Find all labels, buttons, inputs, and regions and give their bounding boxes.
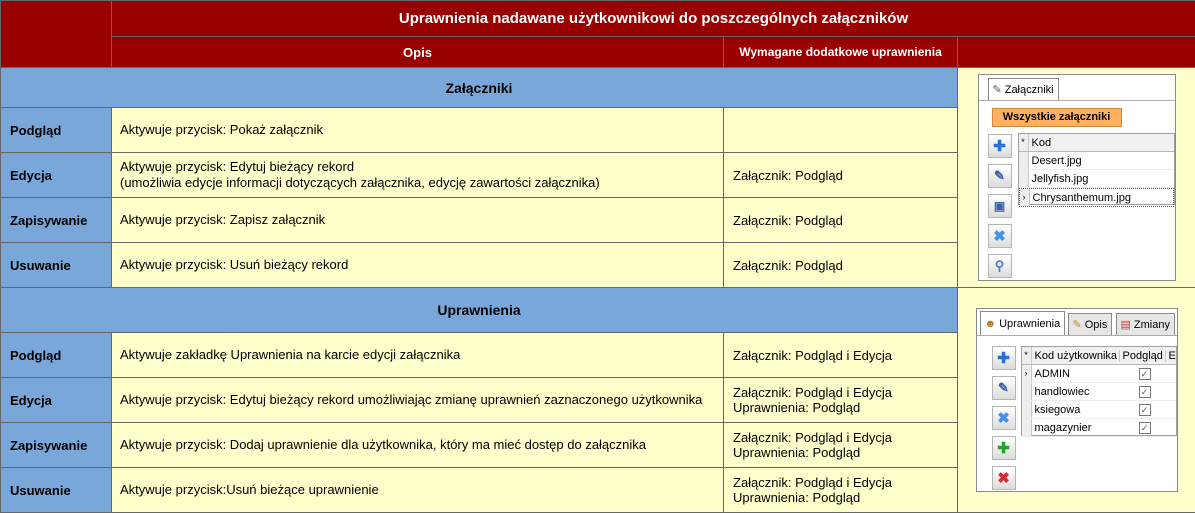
add-icon[interactable]: ✚ — [992, 346, 1016, 370]
attachments-panel — [978, 74, 1176, 281]
users-icon: ☻ — [984, 317, 997, 330]
permissions-grid — [1021, 346, 1177, 436]
grid-header: * Kod użytkownika Podgląd E — [1022, 347, 1176, 365]
perm-req: Załącznik: Podgląd i Edycja Uprawnienia: Podgląd — [724, 423, 958, 468]
table-row[interactable]: › ADMIN ✓ — [1022, 365, 1176, 383]
permissions-panel — [976, 308, 1178, 492]
tab-changes[interactable]: ▤ Zmiany — [1116, 313, 1175, 335]
perm-label: Zapisywanie — [1, 423, 112, 468]
tab-description[interactable]: ✎ Opis — [1068, 313, 1113, 335]
perm-desc: Aktywuje przycisk:Usuń bieżące uprawnienie — [112, 468, 724, 513]
perm-req: Załącznik: Podgląd — [724, 198, 958, 243]
perm-req — [724, 108, 958, 153]
perm-desc: Aktywuje przycisk: Edytuj bieżący rekord (umożliwia edycje informacji dotyczących załącznika, edycję zawartości załącznika) — [112, 153, 724, 198]
save-icon[interactable]: ▣ — [988, 194, 1012, 218]
perm-label: Zapisywanie — [1, 198, 112, 243]
table-row[interactable]: › Chrysanthemum.jpg — [1019, 188, 1174, 207]
perm-label: Podgląd — [1, 108, 112, 153]
pencil-icon: ✎ — [1072, 319, 1082, 331]
perm-desc: Aktywuje przycisk: Pokaż załącznik — [112, 108, 724, 153]
table-row[interactable]: ksiegowa ✓ — [1022, 401, 1176, 419]
grid-header: * Kod — [1019, 134, 1174, 152]
perm-req: Załącznik: Podgląd i Edycja Uprawnienia: Podgląd — [724, 468, 958, 513]
table-row[interactable]: magazynier ✓ — [1022, 419, 1176, 437]
cancel-icon[interactable]: ✖ — [992, 406, 1016, 430]
column-header-req: Wymagane dodatkowe uprawnienia — [724, 37, 958, 68]
row-pointer-icon: › — [1022, 365, 1032, 382]
table-row[interactable]: Desert.jpg — [1019, 152, 1174, 170]
perm-req: Załącznik: Podgląd — [724, 243, 958, 288]
perm-req: Załącznik: Podgląd i Edycja — [724, 333, 958, 378]
row-pointer-icon: › — [1020, 189, 1030, 206]
perm-req: Załącznik: Podgląd i Edycja Uprawnienia: Podgląd — [724, 378, 958, 423]
perm-desc: Aktywuje zakładkę Uprawnienia na karcie edycji załącznika — [112, 333, 724, 378]
header-blank — [1, 1, 112, 68]
perm-label: Podgląd — [1, 333, 112, 378]
perm-desc: Aktywuje przycisk: Dodaj uprawnienie dla użytkownika, który ma mieć dostęp do załącznika — [112, 423, 724, 468]
view-checkbox[interactable]: ✓ — [1139, 422, 1151, 434]
table-row[interactable]: handlowiec ✓ — [1022, 383, 1176, 401]
attachments-grid — [1018, 133, 1175, 205]
edit-icon[interactable]: ✎ — [988, 164, 1012, 188]
add-icon[interactable]: ✚ — [988, 134, 1012, 158]
all-attachments-button[interactable]: Wszystkie załączniki — [992, 108, 1122, 127]
view-checkbox[interactable]: ✓ — [1139, 386, 1151, 398]
perm-desc: Aktywuje przycisk: Zapisz załącznik — [112, 198, 724, 243]
permissions-screenshot-cell — [958, 288, 1195, 513]
tab-permissions[interactable]: ☻ Uprawnienia — [980, 311, 1066, 335]
perm-label: Usuwanie — [1, 243, 112, 288]
delete-red-icon[interactable]: ✖ — [992, 466, 1016, 490]
perm-req: Załącznik: Podgląd — [724, 153, 958, 198]
preview-icon[interactable]: ⚲ — [988, 254, 1012, 278]
perm-desc: Aktywuje przycisk: Edytuj bieżący rekord umożliwiając zmianę uprawnień zaznaczonego użytkownika — [112, 378, 724, 423]
paperclip-icon: ✎ — [992, 84, 1002, 96]
section-title-attachments: Załączniki — [1, 68, 958, 108]
column-header-image — [958, 37, 1195, 68]
perm-label: Edycja — [1, 378, 112, 423]
attachments-screenshot-cell — [958, 68, 1195, 288]
view-checkbox[interactable]: ✓ — [1139, 368, 1151, 380]
perm-label: Edycja — [1, 153, 112, 198]
view-checkbox[interactable]: ✓ — [1139, 404, 1151, 416]
section-title-permissions: Uprawnienia — [1, 288, 958, 333]
delete-icon[interactable]: ✖ — [988, 224, 1012, 248]
column-header-desc: Opis — [112, 37, 724, 68]
perm-desc: Aktywuje przycisk: Usuń bieżący rekord — [112, 243, 724, 288]
document-icon: ▤ — [1120, 319, 1131, 331]
table-title: Uprawnienia nadawane użytkownikowi do poszczególnych załączników — [112, 1, 1195, 37]
tab-attachments[interactable]: ✎ Załączniki — [988, 78, 1059, 100]
table-row[interactable]: Jellyfish.jpg — [1019, 170, 1174, 188]
add-green-icon[interactable]: ✚ — [992, 436, 1016, 460]
perm-label: Usuwanie — [1, 468, 112, 513]
edit-icon[interactable]: ✎ — [992, 376, 1016, 400]
